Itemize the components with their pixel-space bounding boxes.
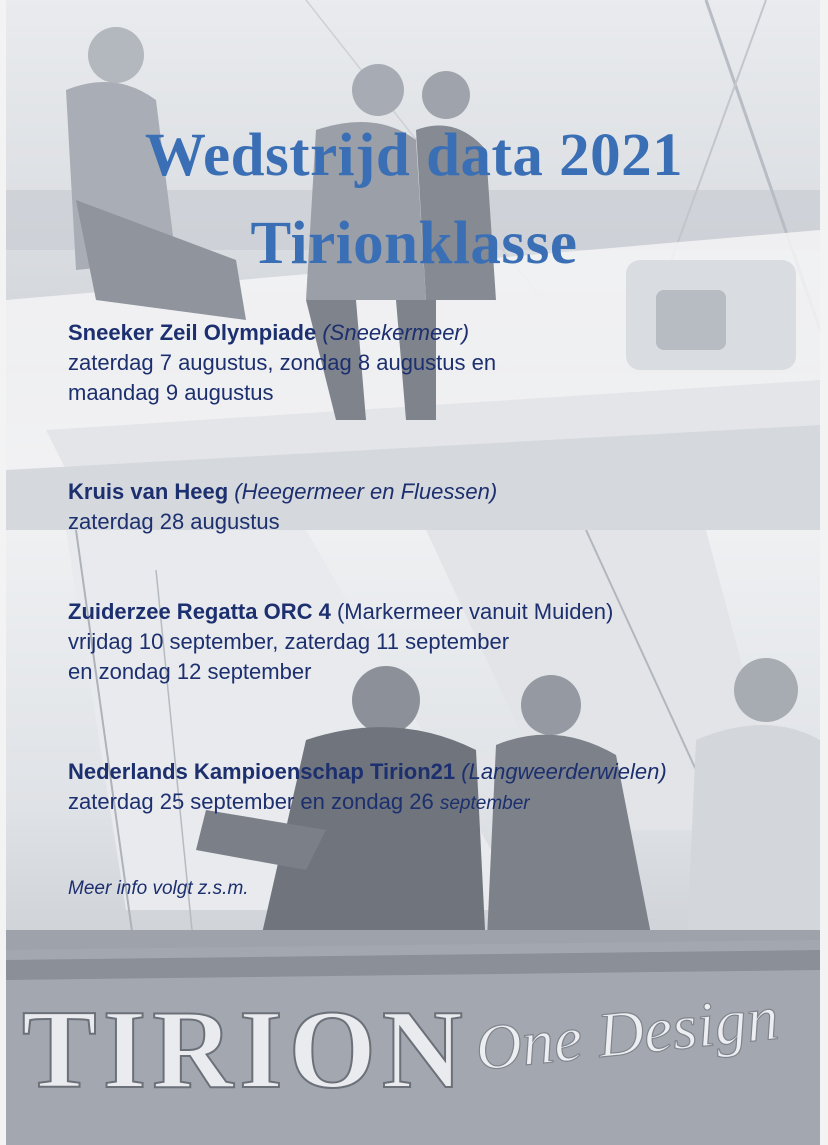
event-zuiderzee-regatta: [68, 597, 788, 687]
event-kruis-van-heeg: [68, 477, 788, 537]
event-dates: zaterdag 28 augustus: [68, 509, 280, 534]
event-dates: vrijdag 10 september, zaterdag 11 september: [68, 629, 510, 654]
event-location: (Langweerderwielen): [461, 759, 667, 784]
more-info-note: Meer info volgt z.s.m.: [68, 878, 249, 899]
event-name: Sneeker Zeil Olympiade: [68, 320, 317, 345]
event-nederlands-kampioenschap: [68, 757, 788, 819]
title-line-2: Tirionklasse: [250, 210, 578, 277]
event-dates-continued: maandag 9 augustus: [68, 380, 274, 405]
event-heading: [68, 318, 788, 348]
event-dates-text: zaterdag 25 september en zondag 26: [68, 789, 434, 814]
event-location: (Heegermeer en Fluessen): [234, 479, 498, 504]
event-dates-suffix: september: [439, 793, 530, 814]
event-dates-continued: en zondag 12 september: [68, 659, 312, 684]
event-heading: [68, 597, 788, 627]
event-name: Kruis van Heeg: [68, 479, 229, 504]
hull-lettering-logo: [0, 975, 828, 1120]
event-dates: zaterdag 7 augustus, zondag 8 augustus en: [68, 350, 497, 375]
hull-brand-text: TIRION: [22, 988, 469, 1112]
event-sneeker-zeil-olympiade: [68, 318, 788, 408]
event-name: Nederlands Kampioenschap Tirion21: [68, 759, 456, 784]
event-heading: [68, 757, 788, 787]
page-title: [0, 112, 828, 288]
title-line-1: Wedstrijd data 2021: [144, 122, 684, 189]
hull-tagline-text: One Design: [472, 981, 782, 1084]
event-name: Zuiderzee Regatta ORC 4: [68, 599, 331, 624]
event-location: (Sneekermeer): [322, 320, 470, 345]
event-location: (Markermeer vanuit Muiden): [336, 599, 614, 624]
event-dates: [68, 787, 788, 819]
event-heading: [68, 477, 788, 507]
